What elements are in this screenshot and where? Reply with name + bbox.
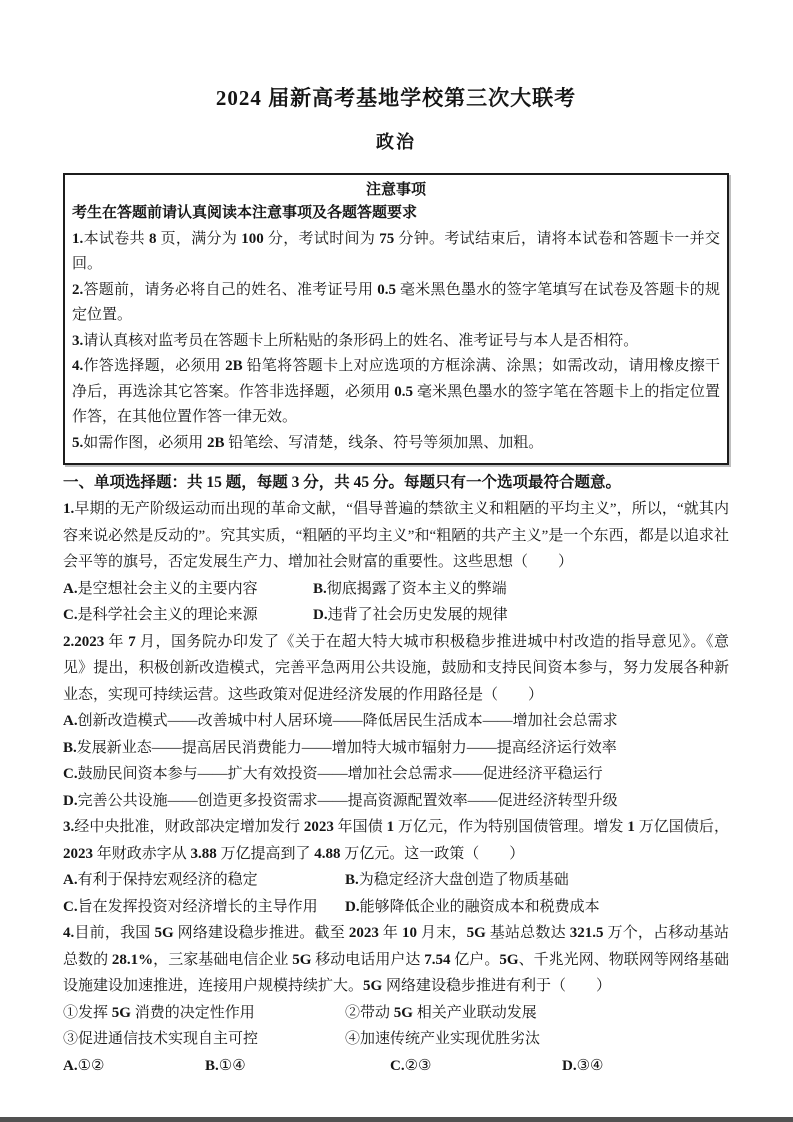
notice-item-3: 3.请认真核对监考员在答题卡上所粘贴的条形码上的姓名、准考证号与本人是否相符。 <box>72 332 639 349</box>
question-3 <box>63 814 729 920</box>
question-1-options-row-ab <box>63 576 729 603</box>
question-4-option-d: D.③④ <box>562 1057 604 1074</box>
question-2 <box>63 629 729 815</box>
notice-item-5: 5.如需作图，必须用 2B 铅笔绘、写清楚，线条、符号等须加黑、加粗。 <box>72 434 544 451</box>
notice-box <box>63 173 729 465</box>
question-4-option-c: C.②③ <box>390 1057 432 1074</box>
question-2-option-d: D.完善公共设施——创造更多投资需求——提高资源配置效率——促进经济转型升级 <box>63 792 618 809</box>
question-4-statement-1: ①发挥 5G 消费的决定性作用 <box>63 1004 255 1021</box>
question-4-statements-row-34 <box>63 1026 729 1053</box>
question-4-statement-3: ③促进通信技术实现自主可控 <box>63 1031 259 1047</box>
question-1-option-c: C.是科学社会主义的理论来源 <box>63 607 258 623</box>
question-1-option-d: D.违背了社会历史发展的规律 <box>313 607 508 623</box>
section-header: 一、单项选择题：共 15 题，每题 3 分，共 45 分。每题只有一个选项最符合题意。 <box>63 474 622 491</box>
question-4-answer-row <box>63 1053 729 1080</box>
question-2-option-b: B.发展新业态——提高居民消费能力——增加特大城市辐射力——提高经济运行效率 <box>63 739 617 756</box>
question-4-statement-2: ②带动 5G 相关产业联动发展 <box>345 1004 537 1021</box>
question-4-statement-4: ④加速传统产业实现优胜劣汰 <box>345 1031 541 1047</box>
question-1-option-a: A.是空想社会主义的主要内容 <box>63 580 258 597</box>
question-3-options-row-cd <box>63 894 729 921</box>
question-3-stem: 3.经中央批准，财政部决定增加发行 2023 年国债 1 万亿元，作为特别国债管理。增发 1 万亿国债后，2023 年财政赤字从 3.88 万亿提高到了 4.88 万亿元。这一政策（ ） <box>63 819 729 862</box>
subject-title: 政治 <box>376 132 416 152</box>
notice-header: 注意事项 <box>365 182 426 198</box>
question-1-options-row-cd <box>63 602 729 629</box>
question-3-options-row-ab <box>63 867 729 894</box>
question-3-option-d: D.能够降低企业的融资成本和税费成本 <box>345 898 600 915</box>
question-3-option-a: A.有利于保持宏观经济的稳定 <box>63 872 258 888</box>
question-4-option-b: B.①④ <box>205 1057 246 1074</box>
question-3-option-c: C.旨在发挥投资对经济增长的主导作用 <box>63 898 318 915</box>
question-2-option-a: A.创新改造模式——改善城中村人居环境——降低居民生活成本——增加社会总需求 <box>63 713 618 729</box>
question-1-stem: 1.早期的无产阶级运动而出现的革命文献，“倡导普遍的禁欲主义和粗陋的平均主义”，所以，“就其内容来说必然是反动的”。究其实质，“粗陋的平均主义”和“粗陋的共产主义”是一个东西，都是以追求社会平等的旗号，否定发展生产力、增加社会财富的重要性。这些思想（ ） <box>63 501 729 570</box>
question-1 <box>63 496 729 629</box>
question-2-option-c: C.鼓励民间资本参与——扩大有效投资——增加社会总需求——促进经济平稳运行 <box>63 766 603 782</box>
notice-intro: 考生在答题前请认真阅读本注意事项及各题答题要求 <box>72 205 418 221</box>
page-bottom-edge <box>0 1117 793 1122</box>
question-4-statements-row-12 <box>63 1000 729 1027</box>
notice-item-1: 1.本试卷共 8 页，满分为 100 分，考试时间为 75 分钟。考试结束后，请将本试卷和答题卡一并交回。 <box>72 230 720 272</box>
question-3-option-b: B.为稳定经济大盘创造了物质基础 <box>345 872 569 888</box>
question-4-option-a: A.①② <box>63 1057 105 1074</box>
notice-item-2: 2.答题前，请务必将自己的姓名、准考证号用 0.5 毫米黑色墨水的签字笔填写在试卷及答题卡的规定位置。 <box>72 281 720 323</box>
question-2-stem: 2.2023 年 7 月，国务院办印发了《关于在超大特大城市积极稳步推进城中村改造的指导意见》。《意见》提出，积极创新改造模式，完善平急两用公共设施，鼓励和支持民间资本参与，努力发展各种新业态，实现可持续运营。这些政策对促进经济发展的作用路径是（ ） <box>63 633 729 703</box>
question-4 <box>63 920 729 1079</box>
question-1-option-b: B.彻底揭露了资本主义的弊端 <box>313 580 507 597</box>
question-4-stem: 4.目前，我国 5G 网络建设稳步推进。截至 2023 年 10 月末，5G 基站总数达 321.5 万个，占移动基站总数的 28.1%，三家基础电信企业 5G 移动电话用户达 7.54 亿户。5G、千兆光网、物联网等网络基础设施建设加速推进，连接用户规模持续扩大。5G 网络建设稳步推进有利于（ ） <box>63 925 729 994</box>
notice-item-4: 4.作答选择题，必须用 2B 铅笔将答题卡上对应选项的方框涂满、涂黑；如需改动，请用橡皮擦干净后，再选涂其它答案。作答非选择题，必须用 0.5 毫米黑色墨水的签字笔在答题卡上的指定位置作答，在其他位置作答一律无效。 <box>72 358 720 425</box>
exam-title: 2024 届新高考基地学校第三次大联考 <box>215 86 577 110</box>
